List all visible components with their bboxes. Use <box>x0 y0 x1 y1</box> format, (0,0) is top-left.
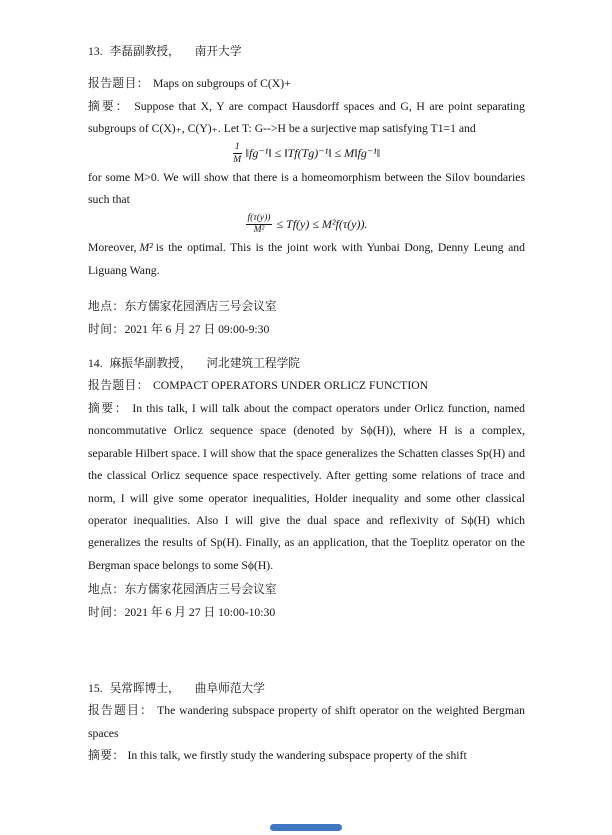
venue-value: 东方儒家花园酒店三号会议室 <box>124 583 277 597</box>
formula-body: ‖fg⁻¹‖ ≤ ‖Tf(Tg)⁻¹‖ ≤ M‖fg⁻¹‖ <box>245 146 381 161</box>
abstract-paragraph-3 <box>88 237 525 282</box>
session-14 <box>88 353 525 624</box>
time-line <box>88 319 525 341</box>
report-title-label: 报告题目： <box>88 704 154 718</box>
page-content <box>88 41 525 768</box>
report-title: COMPACT OPERATORS UNDER ORLICZ FUNCTION <box>152 379 429 393</box>
time-line <box>88 602 525 624</box>
venue-line <box>88 296 525 318</box>
scroll-indicator[interactable] <box>270 824 342 831</box>
report-title: The wandering subspace property of shift operator on the weighted Bergman spaces <box>88 704 525 740</box>
formula-norm-inequality <box>88 141 525 167</box>
session-14-header <box>88 353 525 375</box>
speaker-affiliation: 曲阜师范大学 <box>194 681 265 695</box>
abstract-text: for some M>0. We will show that there is a homeomorphism between the Silov boundaries such that <box>88 170 525 207</box>
abstract-text: Suppose that X, Y are compact Hausdorff spaces and G, H are point separating subgroups of C(X)₊, C(Y)₊. Let T: G-->H be a surjective map satisfying T1=1 and <box>88 99 525 136</box>
time-value: 2021 年 6 月 27 日 09:00-9:30 <box>124 322 270 336</box>
venue-value: 东方儒家花园酒店三号会议室 <box>124 300 277 314</box>
session-number: 13. <box>88 45 103 58</box>
speaker-name: 李磊副教授， <box>109 45 180 58</box>
speaker-affiliation: 河北建筑工程学院 <box>206 357 300 371</box>
formula-silov-inequality <box>88 211 525 237</box>
formula-body: ≤ Tf(y) ≤ M²f(τ(y)). <box>276 217 368 232</box>
abstract-paragraph-2 <box>88 167 525 212</box>
abstract-text: is the optimal. This is the joint work with Yunbai Dong, Denny Leung and Liguang Wang. <box>88 241 525 277</box>
abstract-paragraph-1 <box>88 96 525 141</box>
session-15 <box>88 678 525 768</box>
session-number: 14. <box>88 357 103 371</box>
session-number: 15. <box>88 681 103 695</box>
fraction-numerator: f(τ(y)) <box>247 213 271 223</box>
abstract-text: Moreover, <box>88 241 137 255</box>
session-15-header <box>88 678 525 700</box>
time-label: 时间： <box>88 322 125 336</box>
abstract-label: 摘要： <box>88 99 130 113</box>
fraction-denominator: M² <box>253 225 265 236</box>
session-13 <box>88 41 525 341</box>
fraction-denominator: M <box>233 154 242 165</box>
math-m-squared: M² <box>139 241 153 255</box>
report-title-label: 报告题目： <box>88 77 149 91</box>
report-title-line <box>88 375 525 397</box>
venue-label: 地点： <box>88 300 125 314</box>
abstract-text: In this talk, we firstly study the wandering subspace property of the shift <box>127 749 467 763</box>
fraction-numerator: 1 <box>234 142 240 153</box>
report-title-line <box>88 700 525 745</box>
time-value: 2021 年 6 月 27 日 10:00-10:30 <box>124 605 276 619</box>
speaker-name: 吴常晖博士， <box>109 681 180 695</box>
abstract-text: In this talk, I will talk about the compact operators under Orlicz function, named noncommutative Orlicz sequence space (denoted by Sϕ(H)), where H is a complex, separable Hilbert space. I will show that the space generalizes the Schatten classes Sp(H) and the classical Orlicz sequence space respectively. After getting some relations of trace and norm, I will give some operator inequalities, Holder inequality and some other classical operator inequalities. Also I will give the dual space and reflexivity of Sϕ(H) which generalizes the results of Sp(H). Finally, as an application, that the Toeplitz operator on the Bergman space belongs to some Sϕ(H). <box>88 401 525 572</box>
report-title-label: 报告题目： <box>88 379 149 393</box>
time-label: 时间： <box>88 605 125 619</box>
venue-line <box>88 579 525 601</box>
session-13-header <box>88 41 525 63</box>
fraction <box>233 142 242 165</box>
speaker-name: 麻振华副教授， <box>109 357 192 371</box>
venue-label: 地点： <box>88 583 125 597</box>
speaker-affiliation: 南开大学 <box>194 45 242 58</box>
abstract-paragraph <box>88 398 525 577</box>
abstract-label: 摘要： <box>88 401 129 415</box>
fraction <box>246 213 273 236</box>
report-title: Maps on subgroups of C(X)+ <box>152 77 291 91</box>
report-title-line <box>88 73 525 95</box>
abstract-paragraph <box>88 745 525 767</box>
abstract-label: 摘要： <box>88 749 125 763</box>
